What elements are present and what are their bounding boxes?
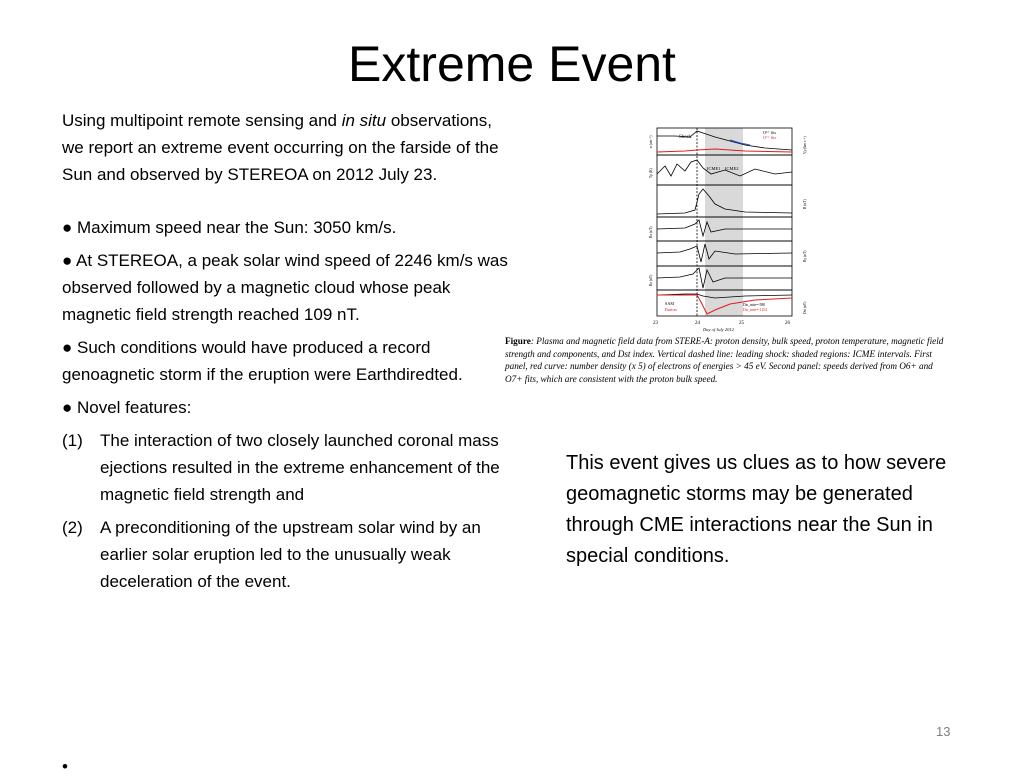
list-number: (1) (62, 431, 83, 450)
ylabel: Vp (km s⁻¹) (803, 136, 807, 154)
xtick-label: 24 (695, 321, 700, 326)
label-shock: Shock (679, 135, 692, 140)
page-number: 13 (936, 724, 951, 739)
intro-paragraph (62, 107, 510, 188)
label-dstmin-2: Dst_min=-1154 (743, 308, 767, 312)
trailing-bullet: • (62, 757, 68, 776)
caption-text: : Plasma and magnetic field data from STERE-A: proton density, bulk speed, proton temperature, magnetic field strength and components, and Dst index. Vertical dashed line: leading shock: shaded regions: ICME intervals. First panel, red curve: number density (x 5) of electrons of energies > 45 eV. Second panel: speeds derived from O6+ and O7+ fits, which are consistent with the proton bulk speed. (505, 336, 944, 384)
label-sam: SAM (665, 301, 675, 306)
label-icme1: ICME1 (707, 166, 721, 171)
ylabel: Bx (nT) (649, 226, 653, 238)
ylabel: Dst (nT) (803, 301, 807, 314)
intro-part-1: Using multipoint remote sensing and (62, 111, 342, 130)
list-item (62, 427, 510, 508)
bullet-max-speed: ● Maximum speed near the Sun: 3050 km/s. (62, 218, 397, 237)
intro-italic: in situ (341, 111, 387, 130)
right-paragraph: This event gives us clues as to how severe geomagnetic storms may be generated through CME interactions near the Sun in special conditions. (566, 452, 947, 567)
xtick-label: 23 (653, 321, 658, 326)
xtick-label: 25 (739, 321, 744, 326)
ylabel: Tp (K) (649, 168, 653, 178)
list-text: The interaction of two closely launched coronal mass ejections resulted in the extreme enhancement of the magnetic field strength and (100, 431, 500, 504)
intro-part-2: observations, we report an extreme event occurring on the farside of the Sun and observed by STEREOA on 2012 July 23. (62, 111, 499, 184)
caption-label: Figure (505, 336, 531, 346)
label-burton: Burton (665, 307, 677, 312)
label-o7: O⁷⁺ fits (763, 135, 777, 140)
figure-caption (505, 335, 945, 385)
xaxis-label: Day of July 2012 (703, 327, 734, 332)
label-dstmin-1: Dst_min=-580 (743, 303, 766, 307)
xtick-label: 26 (785, 321, 790, 326)
bullet-novel-features: ● Novel features: (62, 398, 192, 417)
list-number: (2) (62, 518, 83, 537)
ylabel: By (nT) (803, 250, 807, 262)
bullet-storm-conditions: ● Such conditions would have produced a record genoagnetic storm if the eruption were Earthdiredted. (62, 338, 463, 384)
label-icme2: ICME2 (725, 166, 739, 171)
label-o6: O⁶⁺ fits (763, 130, 777, 135)
stereo-a-data-figure (645, 124, 810, 342)
ylabel: B (nT) (803, 199, 807, 209)
list-item (62, 514, 510, 595)
numbered-list (62, 427, 510, 595)
slide-title: Extreme Event (348, 36, 676, 92)
ylabel: n (cm⁻³) (649, 135, 653, 148)
icme-shade (705, 128, 743, 316)
figure (505, 120, 945, 392)
bullet-stereoa-speed: ● At STEREOA, a peak solar wind speed of 2246 km/s was observed followed by a magnetic cloud whose peak magnetic field strength reached 109 nT. (62, 251, 508, 324)
left-text-column (62, 107, 510, 601)
ylabel: Bz (nT) (649, 274, 653, 286)
list-text: A preconditioning of the upstream solar wind by an earlier solar eruption led to the unusually weak deceleration of the event. (100, 518, 481, 591)
